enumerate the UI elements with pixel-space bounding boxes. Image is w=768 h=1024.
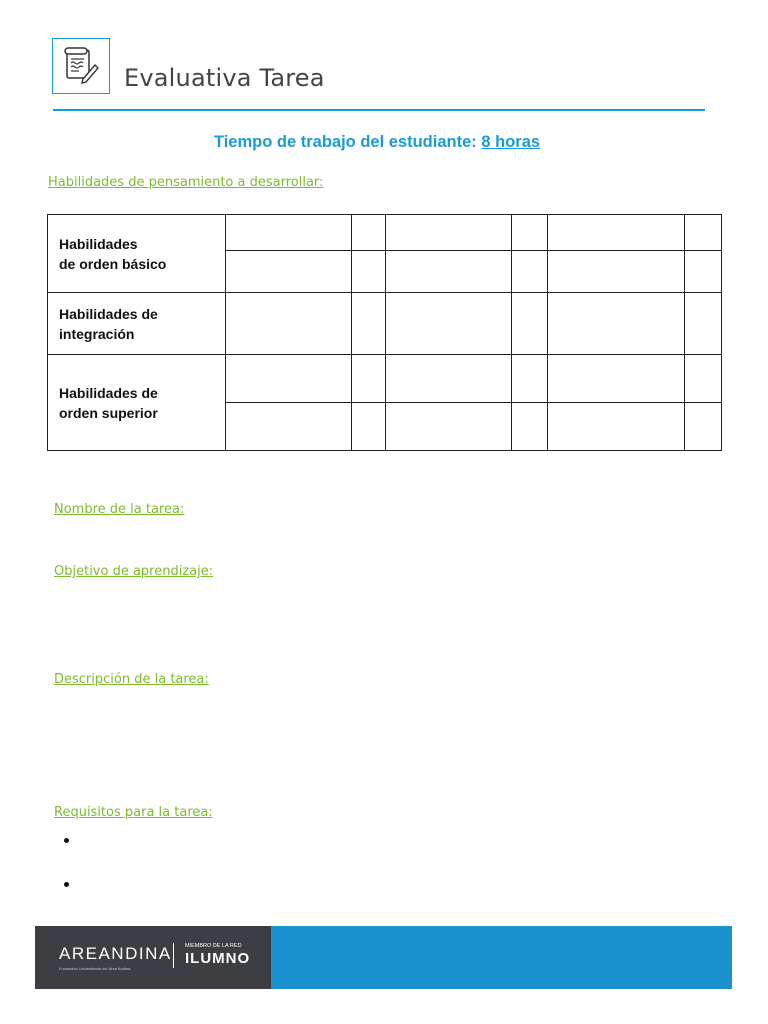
table-cell[interactable] <box>352 215 386 251</box>
table-cell[interactable] <box>226 293 352 355</box>
table-cell[interactable] <box>386 293 512 355</box>
skills-row-integration: Habilidades de integración <box>48 293 226 355</box>
document-pencil-icon <box>52 38 110 94</box>
table-cell[interactable] <box>512 293 548 355</box>
bullet-point <box>64 882 69 887</box>
learning-objective-label: Objetivo de aprendizaje: <box>54 564 214 579</box>
skills-row-higher: Habilidades de orden superior <box>48 355 226 451</box>
requirements-label: Requisitos para la tarea: <box>54 805 213 820</box>
table-cell[interactable] <box>386 355 512 403</box>
table-cell[interactable] <box>226 215 352 251</box>
table-cell[interactable] <box>548 251 685 293</box>
table-cell[interactable] <box>386 215 512 251</box>
table-cell[interactable] <box>386 251 512 293</box>
table-cell[interactable] <box>685 403 722 451</box>
table-cell[interactable] <box>352 251 386 293</box>
table-cell[interactable] <box>512 355 548 403</box>
areandina-logo: AREANDINA <box>59 944 172 963</box>
table-cell[interactable] <box>685 293 722 355</box>
table-cell[interactable] <box>548 215 685 251</box>
skills-section-label: Habilidades de pensamiento a desarrollar: <box>48 175 324 190</box>
member-label: MIEMBRO DE LA RED <box>185 943 242 949</box>
task-description-label: Descripción de la tarea: <box>54 672 209 687</box>
table-cell[interactable] <box>685 251 722 293</box>
table-cell[interactable] <box>352 403 386 451</box>
table-cell[interactable] <box>386 403 512 451</box>
work-time <box>0 133 754 152</box>
footer-accent-bar <box>271 926 732 989</box>
table-cell[interactable] <box>548 293 685 355</box>
task-name-label: Nombre de la tarea: <box>54 502 185 517</box>
table-cell[interactable] <box>226 403 352 451</box>
page-title: Evaluativa Tarea <box>124 64 325 92</box>
footer-brand-bar <box>35 926 271 989</box>
table-cell[interactable] <box>512 251 548 293</box>
table-cell[interactable] <box>548 403 685 451</box>
table-cell[interactable] <box>226 355 352 403</box>
table-cell[interactable] <box>685 355 722 403</box>
logo-separator <box>173 943 174 968</box>
table-cell[interactable] <box>685 215 722 251</box>
areandina-subtitle: Fundación Universitaria del Área Andina <box>59 966 131 971</box>
table-cell[interactable] <box>512 215 548 251</box>
table-cell[interactable] <box>352 355 386 403</box>
table-cell[interactable] <box>226 251 352 293</box>
table-cell[interactable] <box>512 403 548 451</box>
table-cell[interactable] <box>352 293 386 355</box>
bullet-point <box>64 838 69 843</box>
skills-row-basic: Habilidades de orden básico <box>48 215 226 293</box>
skills-table <box>47 214 722 451</box>
header-divider <box>53 109 705 111</box>
work-time-value: 8 horas <box>481 133 541 151</box>
work-time-label: Tiempo de trabajo del estudiante: <box>213 133 477 151</box>
table-cell[interactable] <box>548 355 685 403</box>
ilumno-logo: ILUMNO <box>185 950 251 967</box>
